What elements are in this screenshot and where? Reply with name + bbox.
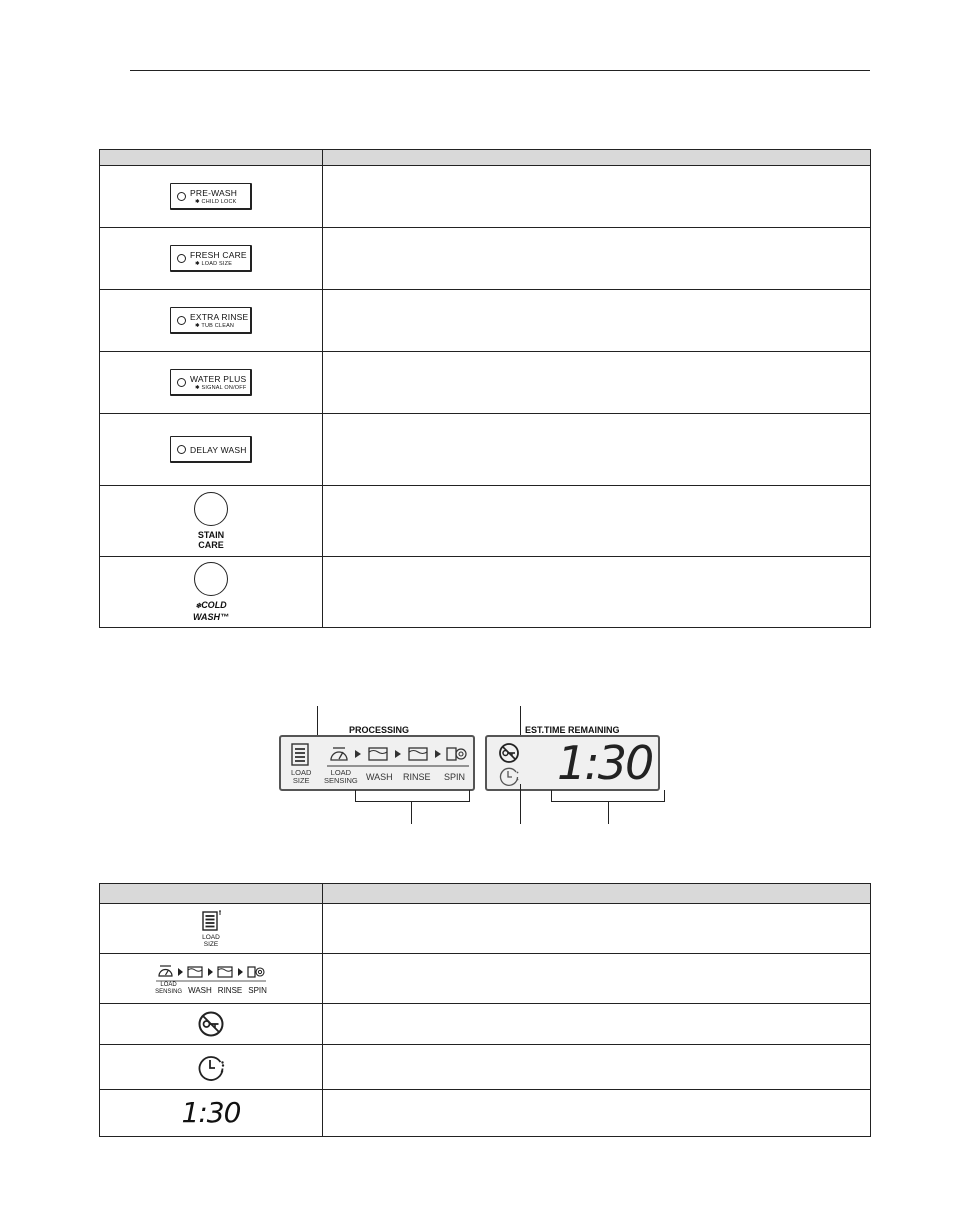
arrow-icon [395,750,401,758]
button-label: EXTRA RINSE [190,312,249,322]
callout-line [520,784,521,824]
table-row [100,414,871,486]
description-cell [323,1045,871,1090]
time-remaining-display: 1:30 [181,1096,241,1129]
load-size-label: LOAD SIZE [202,933,220,948]
snowflake-icon: ❄ [195,603,202,610]
cycle-labels [155,982,267,995]
spin-label: SPIN [444,772,466,782]
description-cell [323,486,871,557]
header-cell [323,150,871,166]
button-label: DELAY WASH [190,445,247,455]
top-rule [130,70,870,71]
table-row [100,166,871,228]
round-button-icon [194,562,228,596]
description-cell [323,557,871,628]
header-cell [323,884,871,904]
load-sensing-label: LOAD SENSING [155,982,183,995]
cycle-sequence-icons [154,962,268,982]
button-label: WASH™ [193,612,229,622]
button-sublabel: ✱ CHILD LOCK [195,199,237,205]
description-cell [323,166,871,228]
stain-care-button[interactable] [194,492,228,550]
table-row [100,228,871,290]
button-label: FRESH CARE [190,250,247,260]
description-cell [323,904,871,954]
rinse-label: RINSE [403,772,431,782]
wash-label: WASH [188,986,212,995]
button-label: WATER PLUS [190,374,247,384]
button-label: PRE-WASH [190,188,238,198]
extra-rinse-button[interactable] [170,307,252,334]
led-icon [177,254,186,263]
time-remaining-display: 1:30 [557,736,653,790]
description-cell [323,290,871,352]
load-sensing-label: LOAD SENSING [324,768,358,785]
button-label: ❄COLD [195,600,227,610]
arrow-icon [238,968,243,976]
child-lock-icon [197,1010,225,1038]
cold-wash-button[interactable] [193,562,229,622]
child-lock-icon [498,742,520,764]
led-icon [177,378,186,387]
led-icon [177,192,186,201]
table-row [100,352,871,414]
wash-label: WASH [366,772,393,782]
arrow-icon [355,750,361,758]
callout-line [608,801,609,824]
table-row [100,904,871,954]
table-row [100,1004,871,1045]
button-sublabel: ✱ TUB CLEAN [195,323,235,329]
load-sensing-icon [159,966,172,976]
rinse-icon [218,967,232,977]
spin-icon [447,748,466,760]
description-cell [323,1004,871,1045]
delay-wash-button[interactable] [170,436,252,463]
led-icon [177,316,186,325]
cycle-sequence-icons [327,742,469,768]
display-table [99,883,871,1137]
load-size-icon [200,910,222,934]
arrow-icon [178,968,183,976]
header-cell [100,884,323,904]
description-cell [323,414,871,486]
delay-wash-clock-icon [498,765,520,787]
load-size-label: LOAD SIZE [291,768,312,785]
processing-caption: PROCESSING [349,725,410,735]
description-cell [323,228,871,290]
description-cell [323,1090,871,1137]
load-size-icon [291,743,313,767]
wash-icon [188,967,202,977]
header-cell [100,150,323,166]
button-label: STAIN [197,530,225,540]
callout-line [411,801,412,824]
table-row [100,1090,871,1137]
wash-icon [369,748,387,760]
table-row [100,1045,871,1090]
bracket-line [355,801,470,802]
arrow-icon [208,968,213,976]
table-row [100,557,871,628]
water-plus-button[interactable] [170,369,252,396]
est-time-caption: EST.TIME REMAINING [525,725,620,735]
table-row [100,486,871,557]
rinse-label: RINSE [217,986,243,995]
spin-icon [248,967,264,977]
round-button-icon [194,492,228,526]
table-row [100,290,871,352]
spin-label: SPIN [248,986,267,995]
arrow-icon [435,750,441,758]
options-table [99,149,871,628]
button-label: CARE [198,540,224,550]
led-icon [177,445,186,454]
description-cell [323,954,871,1004]
rinse-icon [409,748,427,760]
delay-wash-clock-icon [196,1052,226,1082]
load-sensing-icon [331,748,347,760]
pre-wash-button[interactable] [170,183,252,210]
fresh-care-button[interactable] [170,245,252,272]
description-cell [323,352,871,414]
button-sublabel: ✱ LOAD SIZE [195,261,233,267]
button-sublabel: ✱ SIGNAL ON/OFF [195,385,247,391]
table-row [100,954,871,1004]
